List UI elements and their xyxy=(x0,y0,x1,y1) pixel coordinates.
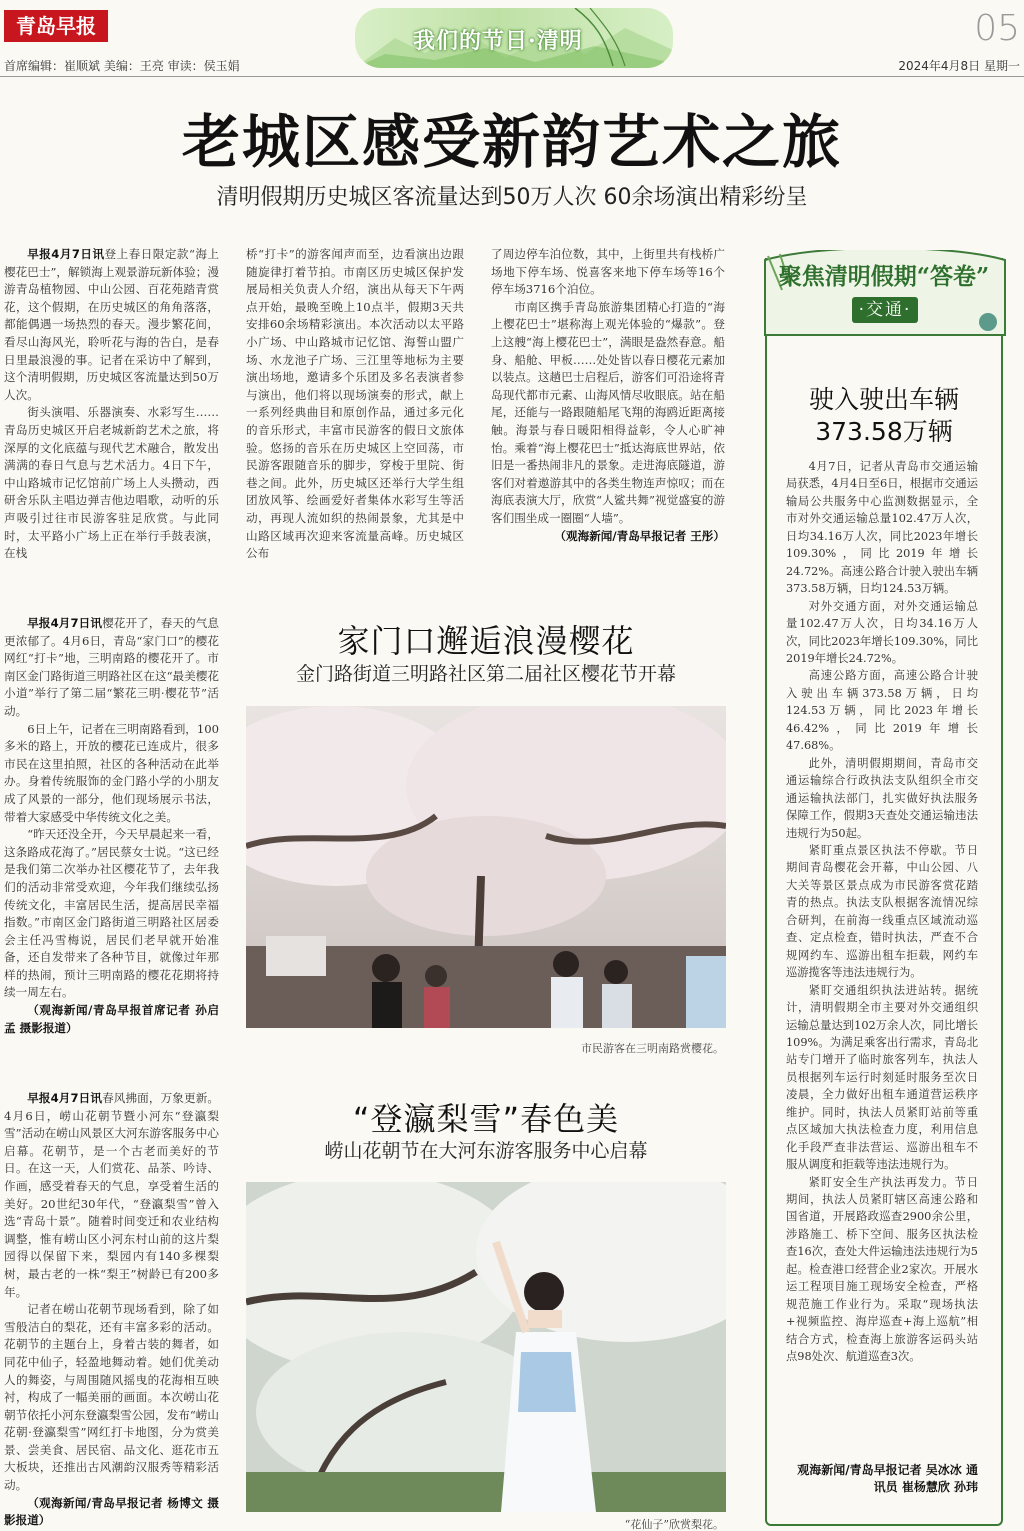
paragraph: 6日上午，记者在三明南路看到，100多米的路上，开放的樱花已连成片，很多市民在这里拍照，社区的各种活动在此举办。身着传统服饰的金门路小学的小朋友成了风景的一部分，他们现场展示书法，带着大家感受中华传统文化之美。 xyxy=(4,721,219,824)
paragraph: 了周边停车泊位数，其中，上街里共有栈桥广场地下停车场、悦喜客来地下停车场等16个停车场3716个泊位。 xyxy=(491,247,725,297)
sidebar-text xyxy=(786,458,978,1498)
page-headline: 老城区感受新韵艺术之旅 xyxy=(181,108,842,176)
sidebar-tag: ·交通· xyxy=(852,297,918,323)
page-number: 05 xyxy=(974,8,1020,49)
main-story-col3 xyxy=(491,246,725,586)
paragraph: 对外交通方面，对外交通运输总量102.47万人次，日均34.16万人次，同比2023年增长109.30%，同比2019年增长24.72%。 xyxy=(786,599,978,665)
dateline: 早报4月7日讯 xyxy=(27,1091,103,1105)
cherry-photo-caption: 市民游客在三明南路赏樱花。 xyxy=(581,1042,724,1055)
paragraph: 此外，清明假期期间，青岛市交通运输综合行政执法支队组织全市交通运输执法部门，扎实做好执法服务保障工作，假期3天查处交通运输违法违规行为50起。 xyxy=(786,756,978,840)
main-story-col1 xyxy=(4,246,219,586)
editor-credits: 首席编辑：崔顺斌 美编：王亮 审读：侯玉娟 xyxy=(4,59,240,73)
festival-banner xyxy=(355,8,673,68)
paragraph: 紧盯重点景区执法不停歇。节日期间青岛樱花会开幕，中山公园、八大关等景区景点成为市民游客赏花踏青的热点。执法支队根据客流情况综合研判，在前海一线重点区域流动巡查、定点检查，错时执法，严查不合规网约车、巡游出租车拒载，网约车巡游揽客等违法违规行为。 xyxy=(786,843,978,980)
byline: （观海新闻/青岛早报记者 王彤） xyxy=(554,528,725,543)
dateline: 早报4月7日讯 xyxy=(27,616,103,630)
story-cherry-subtitle: 金门路街道三明路社区第二届社区樱花节开幕 xyxy=(295,663,676,685)
paragraph: 桥“打卡”的游客闻声而至，边看演出边跟随旋律打着节拍。市南区历史城区保护发展局相关负责人介绍，演出从每天下午两点开始，最晚至晚上10点半，假期3天共安排60余场精彩演出。本次活动以太平路小广场、中山路城市记忆馆、海誓山盟广场、水龙池子广场、三江里等地标为主要演出场地，邀请多个乐团及多名表演者参与演出，他们将以现场演奏的形式，献上一系列经典曲目和原创作品，通过多元化的音乐形式，丰富市民游客的假日文旅体验。悠扬的音乐在历史城区上空回荡，市民游客跟随音乐的脚步，穿梭于里院、街巷之间。此外，历史城区还举行大学生组团放风筝、绘画爱好者集体水彩写生等活动，再现人流如织的热闹景象，尤其是中山路区域再次迎来客流量高峰。历史城区公布 xyxy=(246,247,464,561)
paragraph: “昨天还没全开，今天早晨起来一看，这条路成花海了。”居民蔡女士说。“这已经是我们第二次举办社区樱花节了，去年我们的活动非常受欢迎，今年我们继续弘扬传统文化，丰富居民生活，提高居民幸福指数。”市南区金门路街道三明路社区居委会主任冯雪梅说，居民们老早就开始准备，还自发带来了各种节目，就像过年那样的热闹，预计三明南路的樱花花期将持续一周左右。 xyxy=(4,827,219,1000)
sidebar-title-line1: 驶入驶出车辆 xyxy=(808,385,959,414)
story-cherry-title: 家门口邂逅浪漫樱花 xyxy=(337,622,635,660)
pear-blossom-photo xyxy=(246,1182,726,1512)
paragraph: 4月7日，记者从青岛市交通运输局获悉，4月4日至6日，根据市交通运输局公共服务中心监测数据显示，全市对外交通运输总量102.47万人次，日均34.16万人次，同比2023年增长109.30%，同比2019年增长24.72%。高速公路合计驶入驶出车辆373.58万辆，日均124.53万辆。 xyxy=(786,460,978,596)
paragraph: 街头演唱、乐器演奏、水彩写生……青岛历史城区开启老城新韵艺术之旅，将深厚的文化底蕴与现代艺术融合，散发出满满的春日气息与艺术活力。4日下午，中山路城市记忆馆前广场上人头攒动，西研舍乐队主唱边弹吉他边唱歌，动听的乐声吸引过往市民游客驻足欣赏。与此同时，太平路小广场上正在举行手鼓表演，在栈 xyxy=(4,405,219,561)
story-pear-title: “登瀛梨雪”春色美 xyxy=(352,1100,620,1138)
paragraph: 记者在崂山花朝节现场看到，除了如雪般洁白的梨花，还有丰富多彩的活动。花朝节的主题台上，身着古装的舞者，如同花中仙子，轻盈地舞动着。她们优美动人的舞姿，与周围随风摇曳的花海相互映衬，构成了一幅美丽的画面。本次崂山花朝节依托小河东登瀛梨雪公园，发布“崂山花朝·登瀛梨雪”网红打卡地图，分为赏美景、尝美食、居民宿、品文化、逛花市五大板块，还推出古风潮韵汉服秀等精彩活动。 xyxy=(4,1302,219,1493)
page-subheadline: 清明假期历史城区客流量达到50万人次 60余场演出精彩纷呈 xyxy=(216,185,808,210)
story-pear-subtitle: 崂山花朝节在大河东游客服务中心启幕 xyxy=(324,1140,648,1162)
masthead-logo: 青岛早报 xyxy=(4,10,108,42)
story-pear-text xyxy=(4,1090,219,1528)
sidebar-title-line2: 373.58万辆 xyxy=(815,417,953,446)
issue-date: 2024年4月8日 星期一 xyxy=(898,59,1020,73)
paragraph: 登上春日限定款“海上樱花巴士”，解锁海上观景游玩新体验；漫游青岛植物园、中山公园、百花苑踏青赏花，这个假期，在历史城区的角角落落，都能偶遇一场热烈的春天。漫步繁花间，看尽山海风光，聆听花与海的告白，是春日里最浪漫的事。记者在采访中了解到，这个清明假期，历史城区客流量达到50万人次。 xyxy=(4,247,219,402)
cherry-blossom-photo xyxy=(246,706,726,1028)
sidebar-byline: 观海新闻/青岛早报记者 吴冰冰 通讯员 崔杨慧欣 孙玮 xyxy=(797,1463,978,1494)
paragraph: 春风拂面，万象更新。4月6日，崂山花朝节暨小河东“登瀛梨雪”活动在崂山风景区大河东游客服务中心启幕。花朝节，是一个古老而美好的节日。在这一天，人们赏花、品茶、吟诗、作画，感受着春天的气息，享受着生活的美好。20世纪30年代，“登瀛梨雪”曾入选“青岛十景”。随着时间变迁和农业结构调整，惟有崂山区小河东村山前的这片梨园得以保留下来，梨园内有140多棵梨树，最古老的一株“梨王”树龄已有200多年。 xyxy=(4,1091,219,1299)
paragraph: 紧盯安全生产执法再发力。节日期间，执法人员紧盯辖区高速公路和国省道，开展路政巡查2900余公里，涉路施工、桥下空间、服务区执法检查16次，查处大件运输违法违规行为5起。检查港口经营企业2家次。开展水运工程项目施工现场安全检查，严格规范施工作业行为。采取“现场执法+视频监控、海岸巡查+海上巡航”相结合方式，检查海上旅游客运码头站点98处次、航道巡查3次。 xyxy=(786,1175,978,1364)
paragraph: 市南区携手青岛旅游集团精心打造的“海上樱花巴士”堪称海上观光体验的“爆款”。登上这艘“海上樱花巴士”，满眼是盎然春意。船身、船舱、甲板……处处皆以春日樱花元素加以装点。这趟巴士启程后，游客们可沿途将青岛现代都市元素、山海风情尽收眼底。站在船尾，还能与一路跟随船尾飞翔的海鸥近距离接触。海景与春日暖阳相得益彰，令人心旷神怡。乘着“海上樱花巴士”抵达海底世界站，依旧是一番热闹非凡的景象。走进海底隧道，游客们对着遨游其中的各类生物连声惊叹；而在海底表演大厅，欣赏“人鲨共舞”视觉盛宴的游客们围坐成一圈圈“人墙”。 xyxy=(491,299,725,525)
byline: （观海新闻/青岛早报首席记者 孙启孟 摄影报道） xyxy=(4,1003,219,1035)
paragraph: 樱花开了，春天的气息更浓郁了。4月6日，青岛“家门口”的樱花网红“打卡”地，三明南路的樱花开了。市南区金门路街道三明路社区在这“最美樱花小道”举行了第二届“繁花三明·樱花节”活动。 xyxy=(4,616,219,718)
paragraph: 高速公路方面，高速公路合计驶入驶出车辆373.58万辆，日均124.53万辆，同比2023年增长46.42%，同比2019年增长47.68%。 xyxy=(786,669,978,753)
dateline: 早报4月7日讯 xyxy=(27,247,105,261)
paragraph: 紧盯交通组织执法进站转。据统计，清明假期全市主要对外交通组织运输总量达到102万余人次，同比增长109%。为满足乘客出行需求，青岛北站专门增开了临时旅客列车，执法人员根据列车运行时刻延时服务至次日凌晨，全力做好出租车通道营运秩序维护。同时，执法人员紧盯站前等重点区域加大执法检查力度，利用信息化手段严查非法营运、巡游出租车不服从调度和拒载等违法违规行为。 xyxy=(786,983,978,1172)
header-divider xyxy=(0,76,1024,77)
sidebar-heading: 聚焦清明假期“答卷” xyxy=(778,263,990,290)
byline: （观海新闻/青岛早报记者 杨博文 摄影报道） xyxy=(4,1495,219,1528)
pear-photo-caption: “花仙子”欣赏梨花。 xyxy=(624,1518,724,1531)
main-story-col2 xyxy=(246,246,464,586)
story-cherry-text xyxy=(4,615,219,1055)
banner-title: 我们的节日·清明 xyxy=(413,28,583,54)
